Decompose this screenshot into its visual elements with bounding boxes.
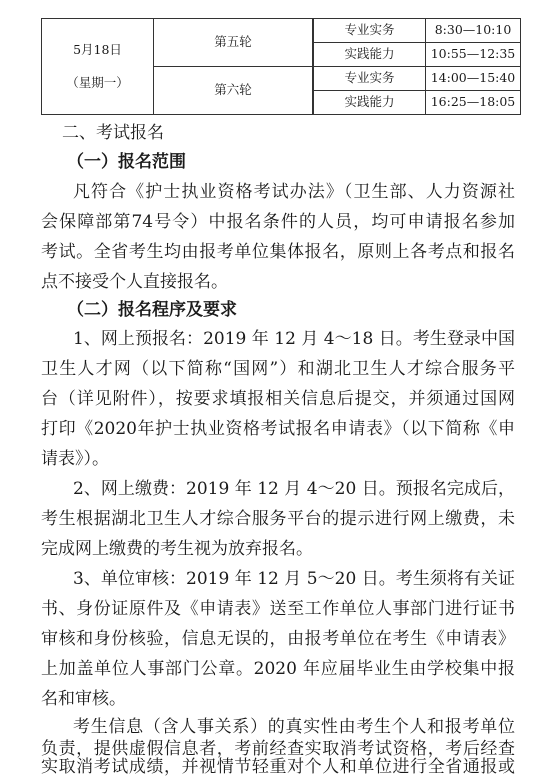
paragraph-line: 负责，提供虚假信息者，考前经查实取消考试资格，考后经查 (41, 739, 515, 759)
paragraph-line: 完成网上缴费的考生视为放弃报名。 (41, 539, 313, 559)
subject-cell: 专业实务 (313, 67, 426, 91)
paragraph-line: 上加盖单位人事部门公章。2020 年应届毕业生由学校集中报 (41, 659, 515, 679)
subsection-heading-procedure: （二）报名程序及要求 (67, 300, 237, 320)
paragraph-line: 2、网上缴费：2019 年 12 月 4～20 日。预报名完成后， (73, 479, 515, 499)
time-cell: 10:55—12:35 (426, 43, 521, 67)
subsection-heading-scope: （一）报名范围 (67, 152, 186, 172)
paragraph-line: 考生信息（含人事关系）的真实性由考生个人和报考单位 (73, 717, 515, 737)
exam-date: 5月18日 (73, 41, 122, 57)
paragraph-line: 审核和身份核验，信息无误的，由报考单位在考生《申请表》 (41, 629, 515, 649)
subject-cell: 实践能力 (313, 43, 426, 67)
paragraph-line: 凡符合《护士执业资格考试办法》（卫生部、人力资源社 (73, 182, 515, 202)
time-cell: 16:25—18:05 (426, 91, 521, 115)
paragraph-line: 书、身份证原件及《申请表》送至工作单位人事部门进行证书 (41, 599, 515, 619)
table-row (42, 19, 521, 43)
paragraph-line: 卫生人才网（以下简称“国网”）和湖北卫生人才综合服务平 (41, 359, 515, 379)
paragraph-line: 实取消考试成绩，并视情节轻重对个人和单位进行全省通报或 (41, 757, 515, 777)
paragraph-line: 会保障部第74号令）中报名条件的人员，均可申请报名参加 (41, 212, 515, 232)
round-cell: 第五轮 (154, 19, 314, 67)
date-cell (42, 19, 154, 115)
exam-weekday: （星期一） (66, 74, 129, 90)
exam-schedule-table (41, 18, 521, 115)
paragraph-line: 请表》）。 (41, 449, 109, 469)
paragraph-line: 名和审核。 (41, 689, 126, 709)
paragraph-line: 考试。全省考生均由报考单位集体报名，原则上各考点和报名 (41, 242, 515, 262)
subject-cell: 实践能力 (313, 91, 426, 115)
paragraph-line: 3、单位审核：2019 年 12 月 5～20 日。考生须将有关证 (73, 569, 515, 589)
section-heading: 二、考试报名 (62, 123, 164, 143)
paragraph-line: 1、网上预报名：2019 年 12 月 4～18 日。考生登录中国 (73, 329, 515, 349)
subject-cell: 专业实务 (313, 19, 426, 43)
paragraph-line: 考生根据湖北卫生人才综合服务平台的提示进行网上缴费，未 (41, 509, 515, 529)
round-cell: 第六轮 (154, 67, 314, 115)
time-cell: 8:30—10:10 (426, 19, 521, 43)
time-cell: 14:00—15:40 (426, 67, 521, 91)
paragraph-line: 台（详见附件），按要求填报相关信息后提交，并须通过国网 (41, 389, 515, 409)
paragraph-line: 打印《2020年护士执业资格考试报名申请表》（以下简称《申 (41, 419, 515, 439)
paragraph-line: 点不接受个人直接报名。 (41, 272, 228, 292)
